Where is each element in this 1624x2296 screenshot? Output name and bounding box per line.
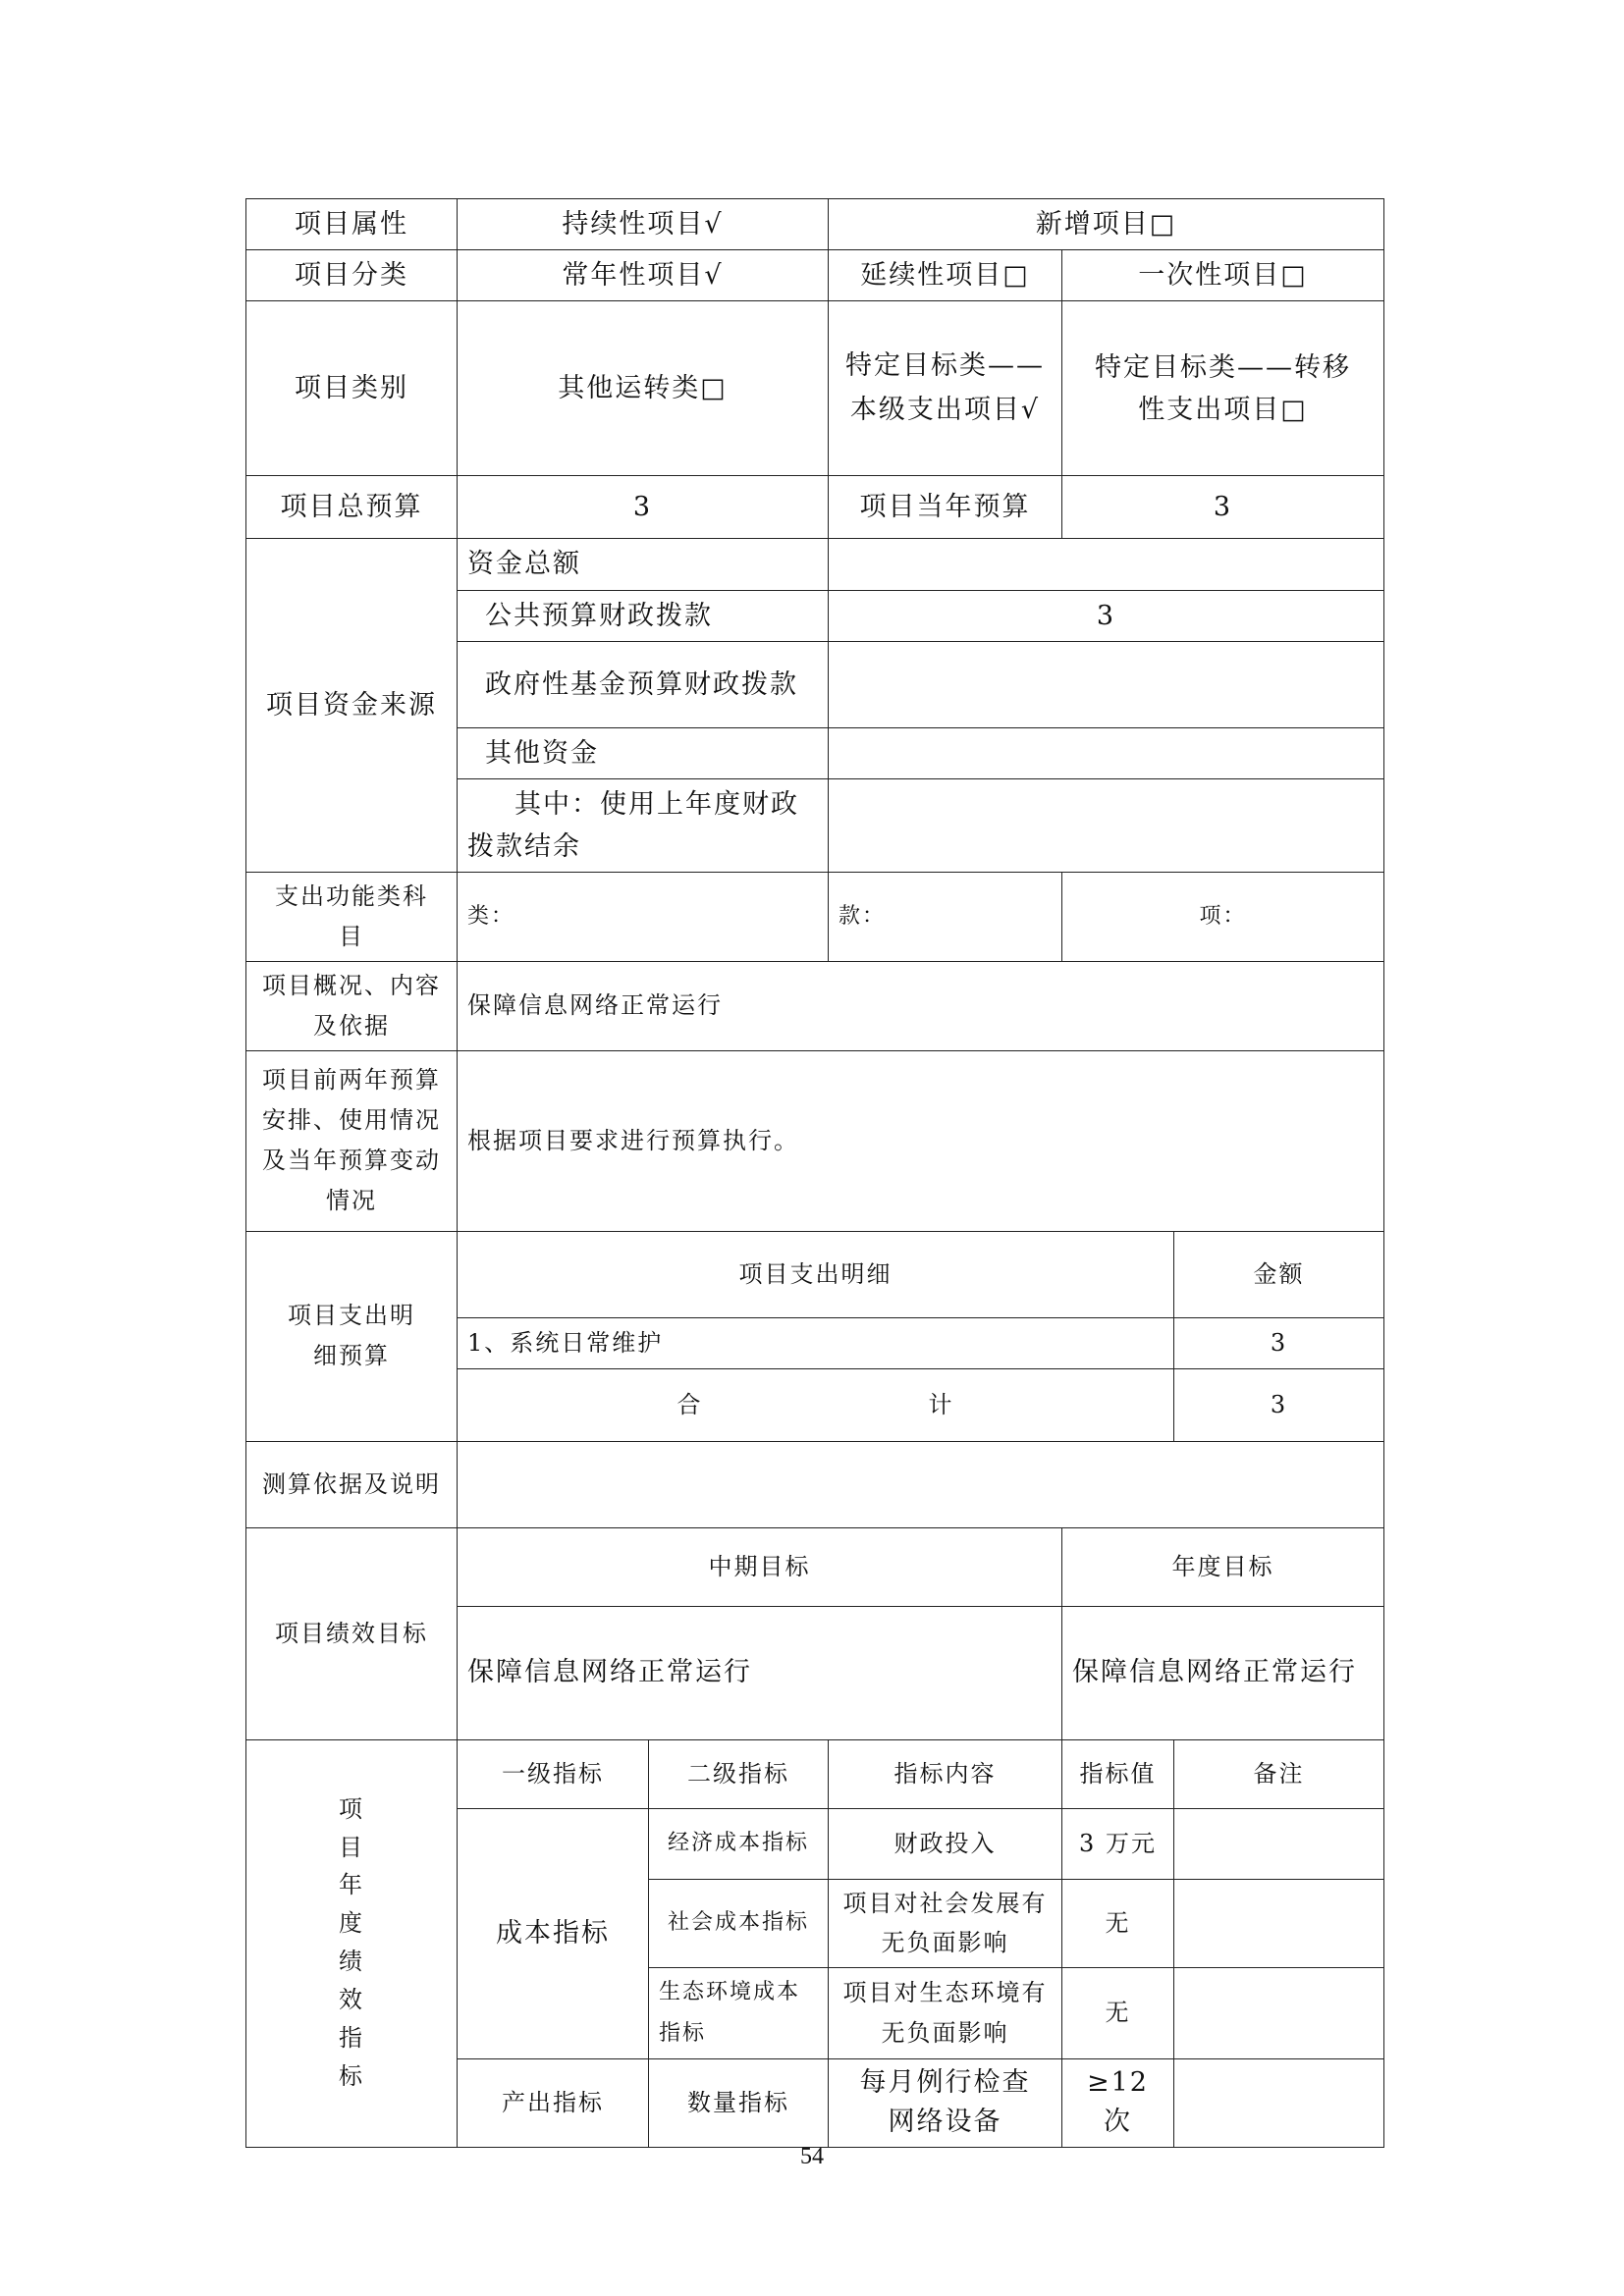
- indicator-label-char: 绩: [338, 1948, 364, 1976]
- indicator-label-char: 度: [338, 1909, 364, 1938]
- row-project-type: [246, 301, 1384, 476]
- expense-header-item: 项目支出明细: [458, 1231, 1174, 1317]
- indicator-header-level2: 二级指标: [649, 1739, 829, 1808]
- funding-label: 项目资金来源: [246, 539, 458, 873]
- funding-name: 公共预算财政拨款: [458, 590, 829, 641]
- prior-budget-content: 根据项目要求进行预算执行。: [458, 1050, 1384, 1231]
- funding-row: [246, 539, 1384, 590]
- row-overview: [246, 961, 1384, 1050]
- perf-goal-annual-content: 保障信息网络正常运行: [1062, 1606, 1384, 1739]
- indicator-level2: 社会成本指标: [649, 1879, 829, 1968]
- category-extended: 延续性项目□: [829, 250, 1062, 301]
- funding-value: [829, 641, 1384, 727]
- function-subject-label: 支出功能类科目: [246, 873, 458, 962]
- indicator-label-char: 效: [338, 1986, 364, 2013]
- indicator-value: 无: [1062, 1968, 1174, 2059]
- indicator-label-char: 指: [338, 2023, 364, 2052]
- perf-goal-mid-content: 保障信息网络正常运行: [458, 1606, 1062, 1739]
- indicator-output-label: 产出指标: [458, 2058, 649, 2147]
- indicator-header-content: 指标内容: [829, 1739, 1062, 1808]
- funding-name: 其他资金: [458, 727, 829, 778]
- page-number: 54: [800, 2144, 824, 2169]
- total-ji: 计: [928, 1390, 954, 1418]
- indicator-cost-label: 成本指标: [458, 1808, 649, 2058]
- indicator-label-char: 项: [338, 1794, 364, 1823]
- row-project-attribute: [246, 199, 1384, 250]
- indicator-header-row: [246, 1739, 1384, 1808]
- function-subject-kuan: 款：: [829, 873, 1062, 962]
- type-label: 项目类别: [246, 301, 458, 476]
- indicator-remark: [1174, 1808, 1384, 1879]
- funding-name: 政府性基金预算财政拨款: [458, 641, 829, 727]
- attr-continuing: 持续性项目√: [458, 199, 829, 250]
- expense-label: 项目支出明细预算: [246, 1231, 458, 1441]
- indicator-label-char: 年: [338, 1871, 364, 1899]
- indicator-label-char: 目: [338, 1833, 364, 1861]
- indicator-content: 项目对生态环境有无负面影响: [829, 1968, 1062, 2059]
- perf-goal-header-row: [246, 1527, 1384, 1606]
- indicator-value: 无: [1062, 1879, 1174, 1968]
- attr-label: 项目属性: [246, 199, 458, 250]
- row-calc-basis: [246, 1441, 1384, 1527]
- category-one-time: 一次性项目□: [1062, 250, 1384, 301]
- indicator-content: 每月例行检查网络设备: [829, 2058, 1062, 2147]
- funding-name: 其中：使用上年度财政拨款结余: [458, 778, 829, 872]
- type-specific-level: 特定目标类——本级支出项目√: [829, 301, 1062, 476]
- indicator-label: [246, 1739, 458, 2147]
- overview-content: 保障信息网络正常运行: [458, 961, 1384, 1050]
- funding-value: [829, 778, 1384, 872]
- indicator-content: 财政投入: [829, 1808, 1062, 1879]
- perf-goal-annual-header: 年度目标: [1062, 1527, 1384, 1606]
- indicator-level2: 经济成本指标: [649, 1808, 829, 1879]
- function-subject-xiang: 项：: [1062, 873, 1384, 962]
- attr-new: 新增项目□: [829, 199, 1384, 250]
- row-prior-budget: [246, 1050, 1384, 1231]
- type-other-transfer: 其他运转类□: [458, 301, 829, 476]
- funding-value: [829, 727, 1384, 778]
- expense-total-amount: 3: [1174, 1368, 1384, 1441]
- function-subject-lei: 类：: [458, 873, 829, 962]
- expense-amount: 3: [1174, 1317, 1384, 1368]
- category-regular: 常年性项目√: [458, 250, 829, 301]
- indicator-content: 项目对社会发展有无负面影响: [829, 1879, 1062, 1968]
- expense-header-amount: 金额: [1174, 1231, 1384, 1317]
- prior-budget-label: 项目前两年预算安排、使用情况及当年预算变动情况: [246, 1050, 458, 1231]
- funding-value: 3: [829, 590, 1384, 641]
- expense-item: 1、系统日常维护: [458, 1317, 1174, 1368]
- expense-header-row: [246, 1231, 1384, 1317]
- project-budget-table: [245, 198, 1384, 2148]
- total-he: 合: [677, 1390, 703, 1418]
- overview-label: 项目概况、内容及依据: [246, 961, 458, 1050]
- indicator-header-level1: 一级指标: [458, 1739, 649, 1808]
- category-label: 项目分类: [246, 250, 458, 301]
- budget-year-label: 项目当年预算: [829, 476, 1062, 539]
- perf-goal-mid-header: 中期目标: [458, 1527, 1062, 1606]
- indicator-header-value: 指标值: [1062, 1739, 1174, 1808]
- funding-value: [829, 539, 1384, 590]
- indicator-label-chars: [338, 1790, 366, 2096]
- indicator-label-char: 标: [338, 2061, 364, 2090]
- indicator-remark: [1174, 1968, 1384, 2059]
- indicator-value: 3 万元: [1062, 1808, 1174, 1879]
- calc-basis-label: 测算依据及说明: [246, 1441, 458, 1527]
- indicator-remark: [1174, 2058, 1384, 2147]
- budget-year-value: 3: [1062, 476, 1384, 539]
- indicator-value: ≥12次: [1062, 2058, 1174, 2147]
- funding-name: 资金总额: [458, 539, 829, 590]
- indicator-level2: 数量指标: [649, 2058, 829, 2147]
- row-function-subject: [246, 873, 1384, 962]
- row-budget: [246, 476, 1384, 539]
- row-project-category: [246, 250, 1384, 301]
- expense-total-label: [458, 1368, 1174, 1441]
- budget-total-label: 项目总预算: [246, 476, 458, 539]
- type-specific-transfer: 特定目标类——转移性支出项目□: [1062, 301, 1384, 476]
- perf-goal-label: 项目绩效目标: [246, 1527, 458, 1739]
- indicator-remark: [1174, 1879, 1384, 1968]
- indicator-header-remark: 备注: [1174, 1739, 1384, 1808]
- indicator-level2: 生态环境成本指标: [649, 1968, 829, 2059]
- calc-basis-content: [458, 1441, 1384, 1527]
- budget-total-value: 3: [458, 476, 829, 539]
